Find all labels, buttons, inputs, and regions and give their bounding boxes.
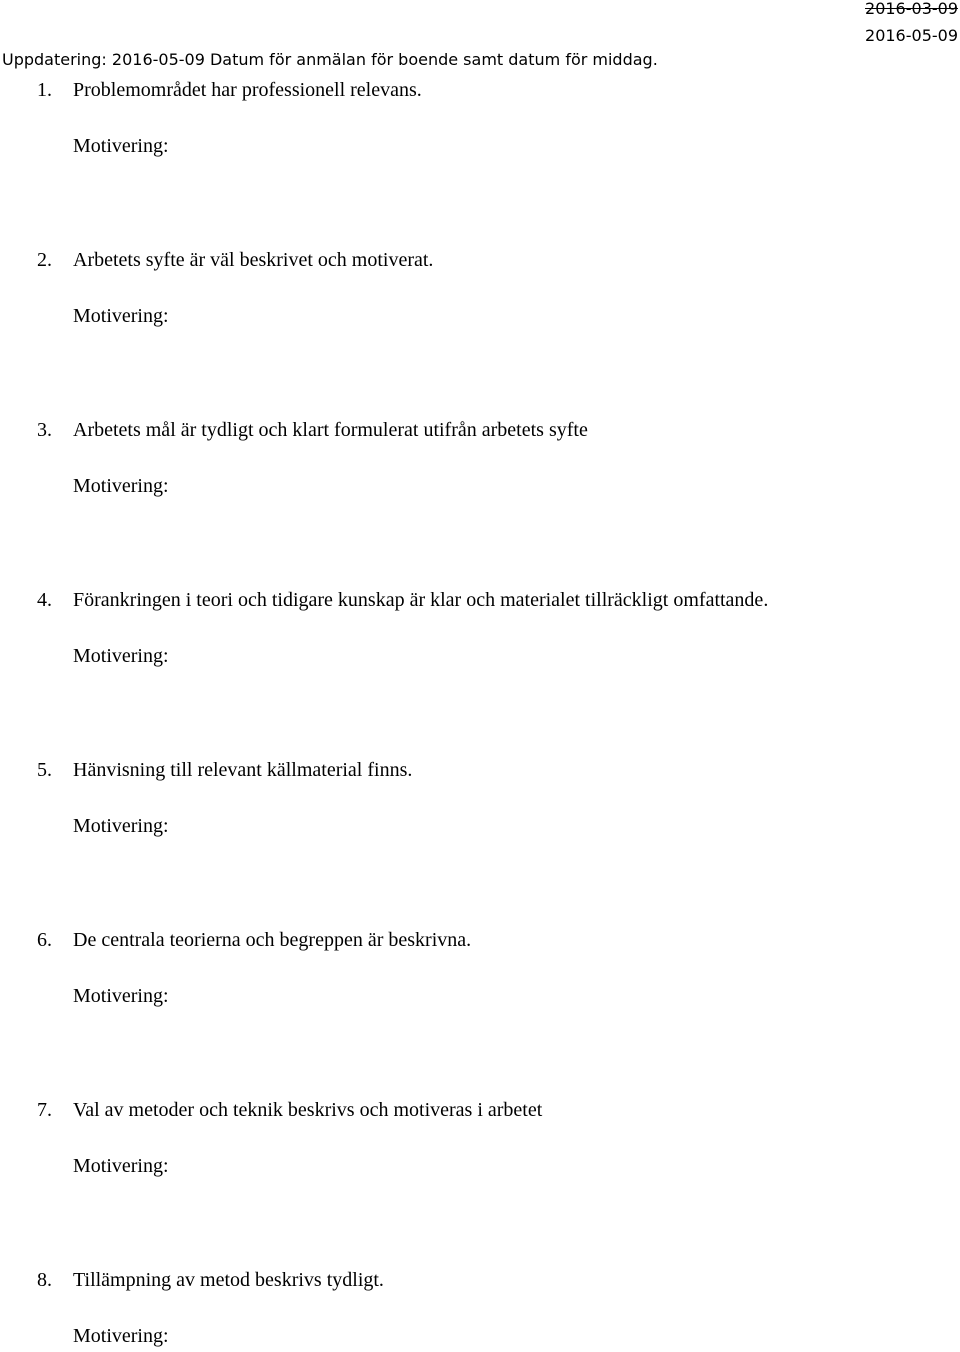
updated-date: 2016-05-09: [865, 26, 958, 45]
criterion-number: 4.: [37, 589, 52, 611]
criterion-text: De centrala teorierna och begreppen är beskrivna.: [73, 929, 472, 951]
criterion-7: [0, 1097, 960, 1267]
motivation-label: Motivering:: [73, 1155, 169, 1177]
criterion-number: 8.: [37, 1269, 52, 1291]
motivation-label: Motivering:: [73, 645, 169, 667]
criterion-8: [0, 1267, 960, 1352]
motivation-label: Motivering:: [73, 135, 169, 157]
criterion-number: 2.: [37, 249, 52, 271]
motivation-label: Motivering:: [73, 985, 169, 1007]
criterion-4: [0, 587, 960, 757]
criterion-text: Tillämpning av metod beskrivs tydligt.: [73, 1269, 384, 1291]
criterion-text: Val av metoder och teknik beskrivs och motiveras i arbetet: [73, 1099, 543, 1121]
criterion-2: [0, 247, 960, 417]
criterion-text: Problemområdet har professionell relevans.: [73, 79, 422, 101]
criterion-number: 7.: [37, 1099, 52, 1121]
original-date: 2016-03-09: [865, 0, 958, 18]
motivation-label: Motivering:: [73, 815, 169, 837]
motivation-label: Motivering:: [73, 305, 169, 327]
criterion-text: Förankringen i teori och tidigare kunskap är klar och materialet tillräckligt omfattande.: [73, 589, 769, 611]
update-note: Uppdatering: 2016-05-09 Datum för anmälan för boende samt datum för middag.: [2, 50, 658, 69]
motivation-label: Motivering:: [73, 475, 169, 497]
criterion-3: [0, 417, 960, 587]
criterion-5: [0, 757, 960, 927]
criterion-text: Hänvisning till relevant källmaterial finns.: [73, 759, 413, 781]
criterion-number: 5.: [37, 759, 52, 781]
criterion-text: Arbetets mål är tydligt och klart formulerat utifrån arbetets syfte: [73, 419, 588, 441]
criterion-number: 3.: [37, 419, 52, 441]
criterion-6: [0, 927, 960, 1097]
motivation-label: Motivering:: [73, 1325, 169, 1347]
criterion-number: 6.: [37, 929, 52, 951]
criterion-1: [0, 77, 960, 247]
criterion-text: Arbetets syfte är väl beskrivet och motiverat.: [73, 249, 434, 271]
criterion-number: 1.: [37, 79, 52, 101]
